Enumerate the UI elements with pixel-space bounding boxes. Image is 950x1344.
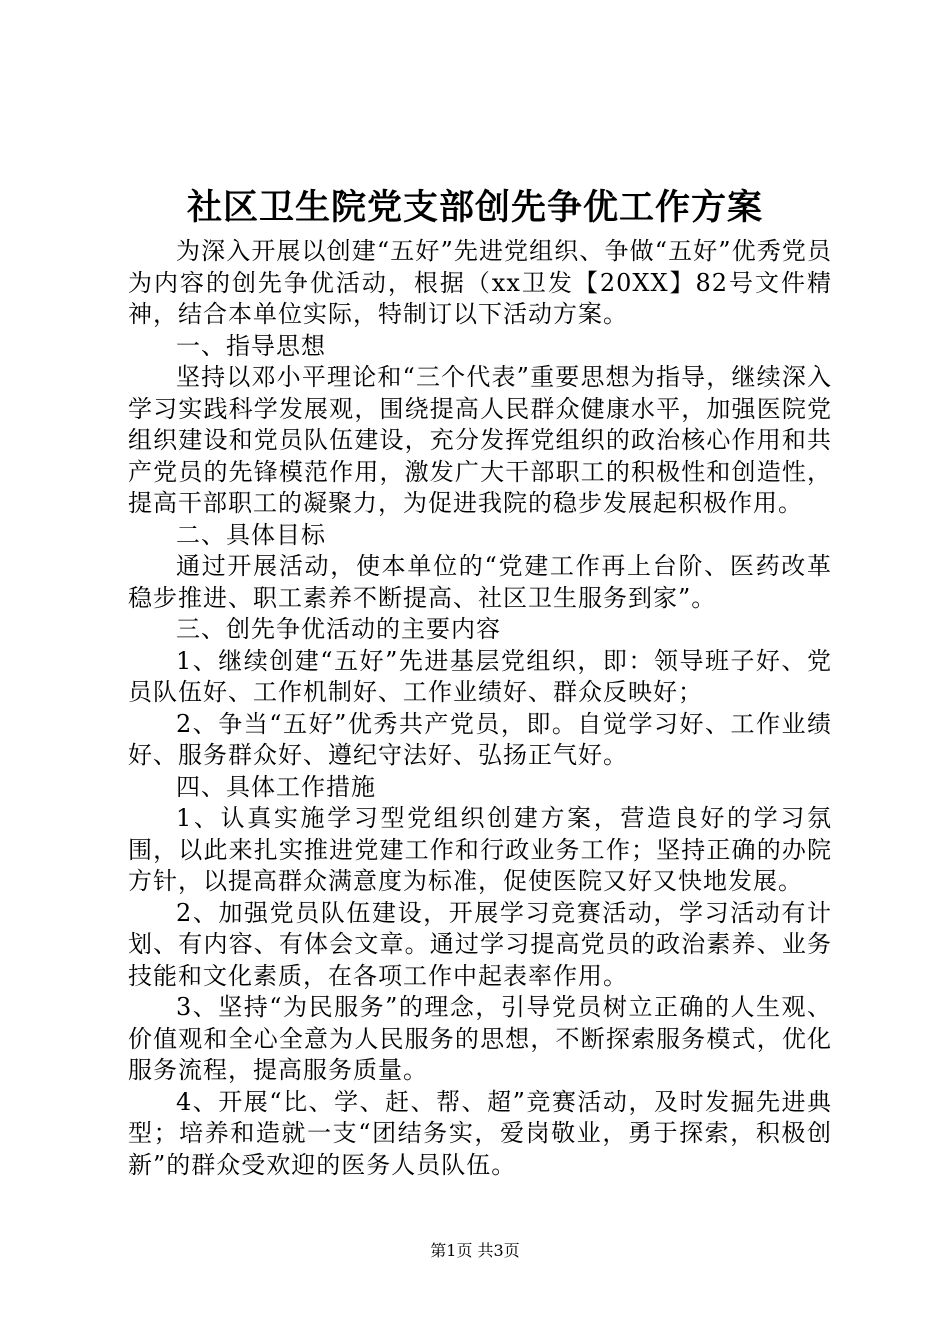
paragraph-specific-goals: 通过开展活动，使本单位的“党建工作再上台阶、医药改革稳步推进、职工素养不断提高、社区卫生服务到家”。 <box>128 552 832 612</box>
paragraph-measure-4: 4、开展“比、学、赶、帮、超”竞赛活动，及时发掘先进典型；培养和造就一支“团结务实，爱岗敬业，勇于探索，积极创新”的群众受欢迎的医务人员队伍。 <box>128 1087 832 1179</box>
document-title: 社区卫生院党支部创先争优工作方案 <box>186 187 763 228</box>
paragraph-guiding-ideology: 坚持以邓小平理论和“三个代表”重要思想为指导，继续深入学习实践科学发展观，围绕提高人民群众健康水平，加强医院党组织建设和党员队伍建设，充分发挥党组织的政治核心作用和共产党员的先锋模范作用，激发广大干部职工的积极性和创造性，提高干部职工的凝聚力，为促进我院的稳步发展起积极作用。 <box>128 363 832 517</box>
paragraph-main-content-2: 2、争当“五好”优秀共产党员，即。自觉学习好、工作业绩好、服务群众好、遵纪守法好、弘扬正气好。 <box>128 709 832 769</box>
paragraph-intro: 为深入开展以创建“五好”先进党组织、争做“五好”优秀党员为内容的创先争优活动，根据（xx卫发【20XX】82号文件精神，结合本单位实际，特制订以下活动方案。 <box>128 237 832 328</box>
document-body <box>128 236 832 1181</box>
paragraph-main-content-1: 1、继续创建“五好”先进基层党组织，即：领导班子好、党员队伍好、工作机制好、工作业绩好、群众反映好； <box>128 646 832 706</box>
paragraph-measure-3: 3、坚持“为民服务”的理念，引导党员树立正确的人生观、价值观和全心全意为人民服务的思想，不断探索服务模式，优化服务流程，提高服务质量。 <box>128 993 832 1084</box>
heading-specific-goals: 二、具体目标 <box>176 520 326 549</box>
page-number-footer: 第1页 共3页 <box>430 1241 520 1260</box>
heading-main-content: 三、创先争优活动的主要内容 <box>176 615 501 643</box>
paragraph-measure-2: 2、加强党员队伍建设，开展学习竞赛活动，学习活动有计划、有内容、有体会文章。通过学习提高党员的政治素养、业务技能和文化素质，在各项工作中起表率作用。 <box>128 898 832 990</box>
heading-guiding-ideology: 一、指导思想 <box>176 331 326 360</box>
heading-work-measures: 四、具体工作措施 <box>176 772 376 801</box>
paragraph-measure-1: 1、认真实施学习型党组织创建方案，营造良好的学习氛围，以此来扎实推进党建工作和行政业务工作；坚持正确的办院方针，以提高群众满意度为标准，促使医院又好又快地发展。 <box>128 804 832 895</box>
